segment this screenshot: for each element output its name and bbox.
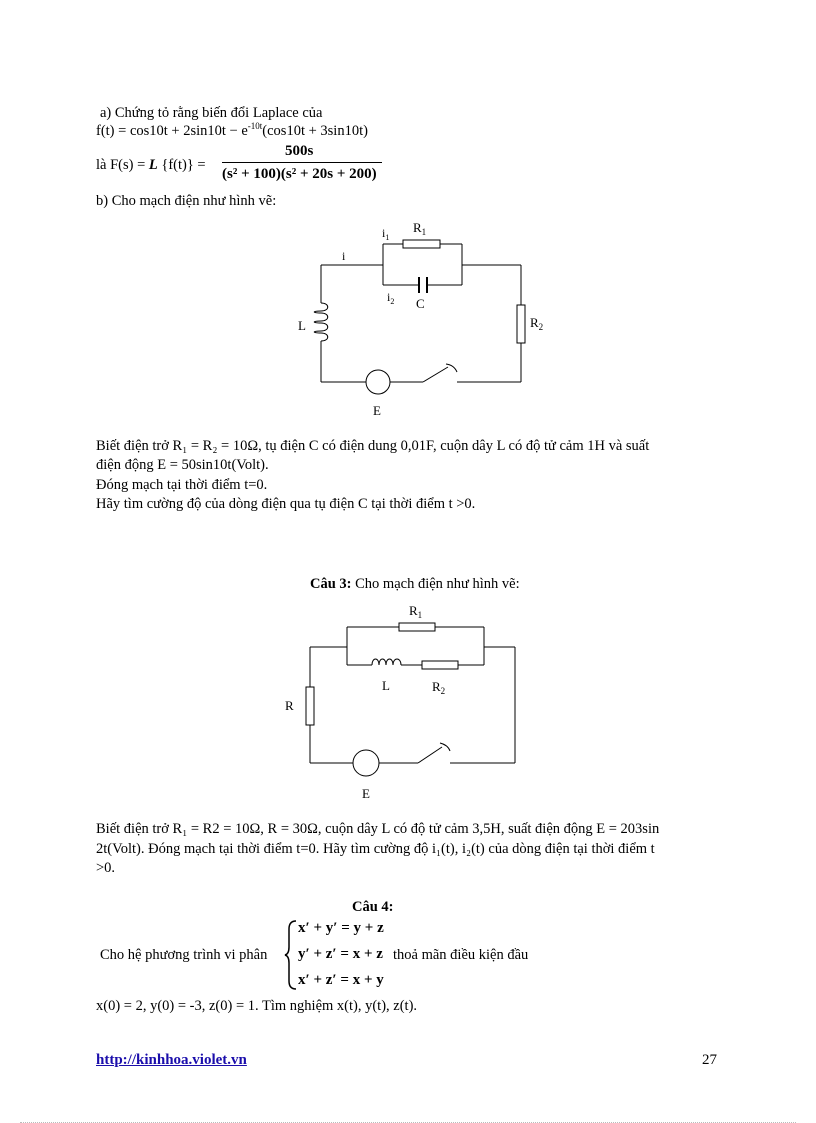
resistor-r1: [403, 240, 440, 248]
svg-text:R1: $R_1$: [413, 220, 427, 237]
part-b-text4: Hãy tìm cường độ của dòng điện qua tụ điện C tại thời điểm t >0.: [96, 496, 476, 512]
inductor-l: [314, 303, 328, 341]
cau4-conditions: x(0) = 2, y(0) = -3, z(0) = 1. Tìm nghiệm x(t), y(t), z(t).: [96, 998, 418, 1014]
svg-text:R2: $R_2$: [432, 679, 446, 696]
circuit-diagram-1: [290, 215, 544, 425]
cau3-heading: Câu 3: Cho mạch điện như hình vẽ:: [310, 576, 520, 592]
inductor-l: [372, 659, 401, 665]
source-e: [366, 370, 390, 394]
page-number: 27: [702, 1052, 717, 1068]
cau3-text3: >0.: [96, 860, 116, 876]
part-b-text3: Đóng mạch tại thời điểm t=0.: [96, 477, 268, 493]
resistor-r2: [422, 661, 458, 669]
resistor-r1: [399, 623, 435, 631]
equation-1: x′ + y′ = y + z: [298, 920, 384, 936]
equation-2: y′ + z′ = x + z: [298, 946, 383, 962]
resistor-r: [306, 687, 314, 725]
svg-text:C: C: [416, 296, 425, 311]
svg-text:E: E: [362, 786, 370, 801]
circuit-diagram-2: [270, 595, 530, 805]
svg-text:R: R: [285, 698, 294, 713]
fraction-denominator: (s² + 100)(s² + 20s + 200): [222, 166, 377, 182]
resistor-r2: [517, 305, 525, 343]
svg-text:L: L: [382, 678, 390, 693]
svg-text:i2: $i_2$: [387, 290, 395, 306]
svg-text:R1: $R_1$: [409, 603, 423, 620]
part-a-function: $f(t) = \cos 10t + 2\sin 10t - e^{-10t}(\cos 10t + 3\sin 10t)$: [96, 121, 368, 139]
part-b-text1: Biết điện trở R₁ = R₂ = 10Ω, tụ điện C có điện dung 0,01F, cuộn dây L có độ tử cảm 1H và suất: [96, 438, 650, 454]
svg-text:i1: $i_1$: [382, 226, 390, 242]
part-a-transform: là F(s) = L {f(t)} =: [96, 157, 206, 173]
system-brace: [284, 919, 298, 991]
fraction-bar: [222, 162, 382, 163]
source-e: [353, 750, 379, 776]
cau3-text1: Biết điện trở R₁ = R2 = 10Ω, R = 30Ω, cuộn dây L có độ tử cảm 3,5H, suất điện động E = 203sin: [96, 821, 660, 837]
cau4-heading: Câu 4:: [352, 899, 394, 915]
fraction-numerator: 500s: [285, 143, 314, 159]
footer-link[interactable]: http://kinhhoa.violet.vn: [96, 1052, 247, 1068]
part-a-line1: a) Chứng tỏ rằng biến đổi Laplace của: [100, 105, 323, 121]
svg-text:i: i: [342, 249, 346, 263]
svg-text:E: E: [373, 403, 381, 418]
cau3-text2: 2t(Volt). Đóng mạch tại thời điểm t=0. Hãy tìm cường độ i₁(t), i₂(t) của dòng điện tại thời điểm t: [96, 841, 655, 857]
svg-text:R2: $R_2$: [530, 315, 544, 332]
cau4-suffix: thoả mãn điều kiện đầu: [393, 947, 529, 963]
part-b-intro: b) Cho mạch điện như hình vẽ:: [96, 193, 277, 209]
cau4-prefix: Cho hệ phương trình vi phân: [100, 947, 268, 963]
svg-text:L: L: [298, 318, 306, 333]
equation-3: x′ + z′ = x + y: [298, 972, 384, 988]
part-b-text2: điện động E = 50sin10t(Volt).: [96, 457, 269, 473]
